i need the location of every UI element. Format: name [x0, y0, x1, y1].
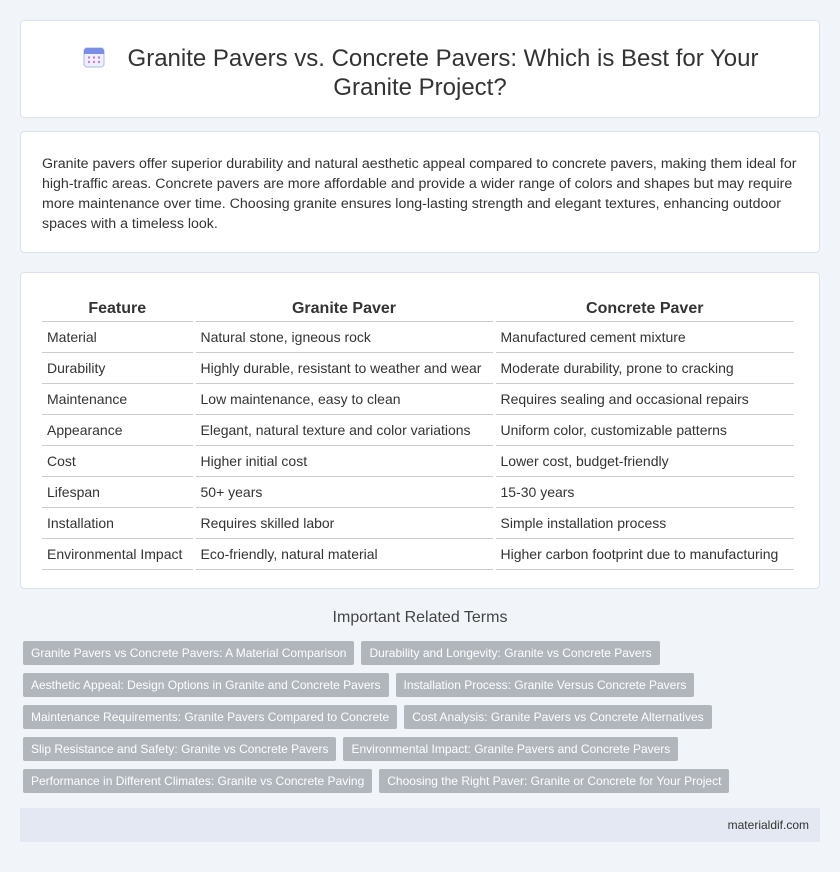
table-row [42, 414, 794, 445]
table-header-row [42, 297, 794, 321]
page-title-wrap [21, 44, 819, 102]
table-row [42, 383, 794, 414]
related-terms-list [23, 641, 723, 801]
intro-card [20, 131, 820, 253]
cell-feature: Lifespan [42, 476, 194, 507]
cell-concrete: 15-30 years [494, 476, 794, 507]
page-title: Granite Pavers vs. Concrete Pavers: Which is Best for Your Granite Project? [127, 45, 759, 101]
table-row [42, 538, 794, 569]
footer-site-link[interactable]: materialdif.com [727, 818, 809, 832]
table-row [42, 507, 794, 538]
cell-granite: Elegant, natural texture and color variations [194, 414, 494, 445]
calendar-icon [82, 45, 106, 69]
header-granite: Granite Paver [194, 297, 494, 321]
related-term-link[interactable]: Environmental Impact: Granite Pavers and Concrete Pavers [343, 737, 678, 761]
cell-concrete: Higher carbon footprint due to manufacturing [494, 538, 794, 569]
cell-granite: Eco-friendly, natural material [194, 538, 494, 569]
tag-row [23, 673, 723, 697]
cell-granite: 50+ years [194, 476, 494, 507]
cell-feature: Maintenance [42, 383, 194, 414]
cell-concrete: Lower cost, budget-friendly [494, 445, 794, 476]
related-term-link[interactable]: Installation Process: Granite Versus Concrete Pavers [396, 673, 695, 697]
related-term-link[interactable]: Choosing the Right Paver: Granite or Concrete for Your Project [379, 769, 729, 793]
cell-feature: Appearance [42, 414, 194, 445]
cell-concrete: Uniform color, customizable patterns [494, 414, 794, 445]
cell-granite: Low maintenance, easy to clean [194, 383, 494, 414]
related-term-link[interactable]: Cost Analysis: Granite Pavers vs Concrete Alternatives [404, 705, 711, 729]
related-term-link[interactable]: Maintenance Requirements: Granite Pavers Compared to Concrete [23, 705, 397, 729]
tag-row [23, 705, 723, 729]
cell-concrete: Simple installation process [494, 507, 794, 538]
cell-granite: Natural stone, igneous rock [194, 321, 494, 352]
cell-concrete: Moderate durability, prone to cracking [494, 352, 794, 383]
related-term-link[interactable]: Aesthetic Appeal: Design Options in Granite and Concrete Pavers [23, 673, 389, 697]
tag-row [23, 641, 723, 665]
table-row [42, 321, 794, 352]
cell-granite: Higher initial cost [194, 445, 494, 476]
cell-feature: Material [42, 321, 194, 352]
comparison-table [42, 297, 794, 570]
footer [20, 808, 820, 842]
table-row [42, 476, 794, 507]
intro-paragraph: Granite pavers offer superior durability and natural aesthetic appeal compared to concrete pavers, making them ideal for high-traffic areas. Concrete pavers are more affordable and provide a wider range of colors and shapes but may require more maintenance over time. Choosing granite ensures long-lasting strength and elegant textures, enhancing outdoor spaces with a timeless look. [42, 156, 797, 232]
header-card [20, 20, 820, 118]
related-term-link[interactable]: Granite Pavers vs Concrete Pavers: A Material Comparison [23, 641, 354, 665]
header-feature: Feature [42, 297, 194, 321]
related-term-link[interactable]: Performance in Different Climates: Granite vs Concrete Paving [23, 769, 372, 793]
related-term-link[interactable]: Durability and Longevity: Granite vs Concrete Pavers [361, 641, 659, 665]
cell-feature: Durability [42, 352, 194, 383]
comparison-card [20, 272, 820, 589]
cell-feature: Installation [42, 507, 194, 538]
cell-concrete: Manufactured cement mixture [494, 321, 794, 352]
tag-row [23, 769, 723, 793]
cell-granite: Highly durable, resistant to weather and wear [194, 352, 494, 383]
cell-feature: Environmental Impact [42, 538, 194, 569]
header-concrete: Concrete Paver [494, 297, 794, 321]
tag-row [23, 737, 723, 761]
table-row [42, 352, 794, 383]
cell-granite: Requires skilled labor [194, 507, 494, 538]
cell-concrete: Requires sealing and occasional repairs [494, 383, 794, 414]
table-row [42, 445, 794, 476]
cell-feature: Cost [42, 445, 194, 476]
related-term-link[interactable]: Slip Resistance and Safety: Granite vs Concrete Pavers [23, 737, 336, 761]
related-terms-heading: Important Related Terms [332, 609, 508, 626]
